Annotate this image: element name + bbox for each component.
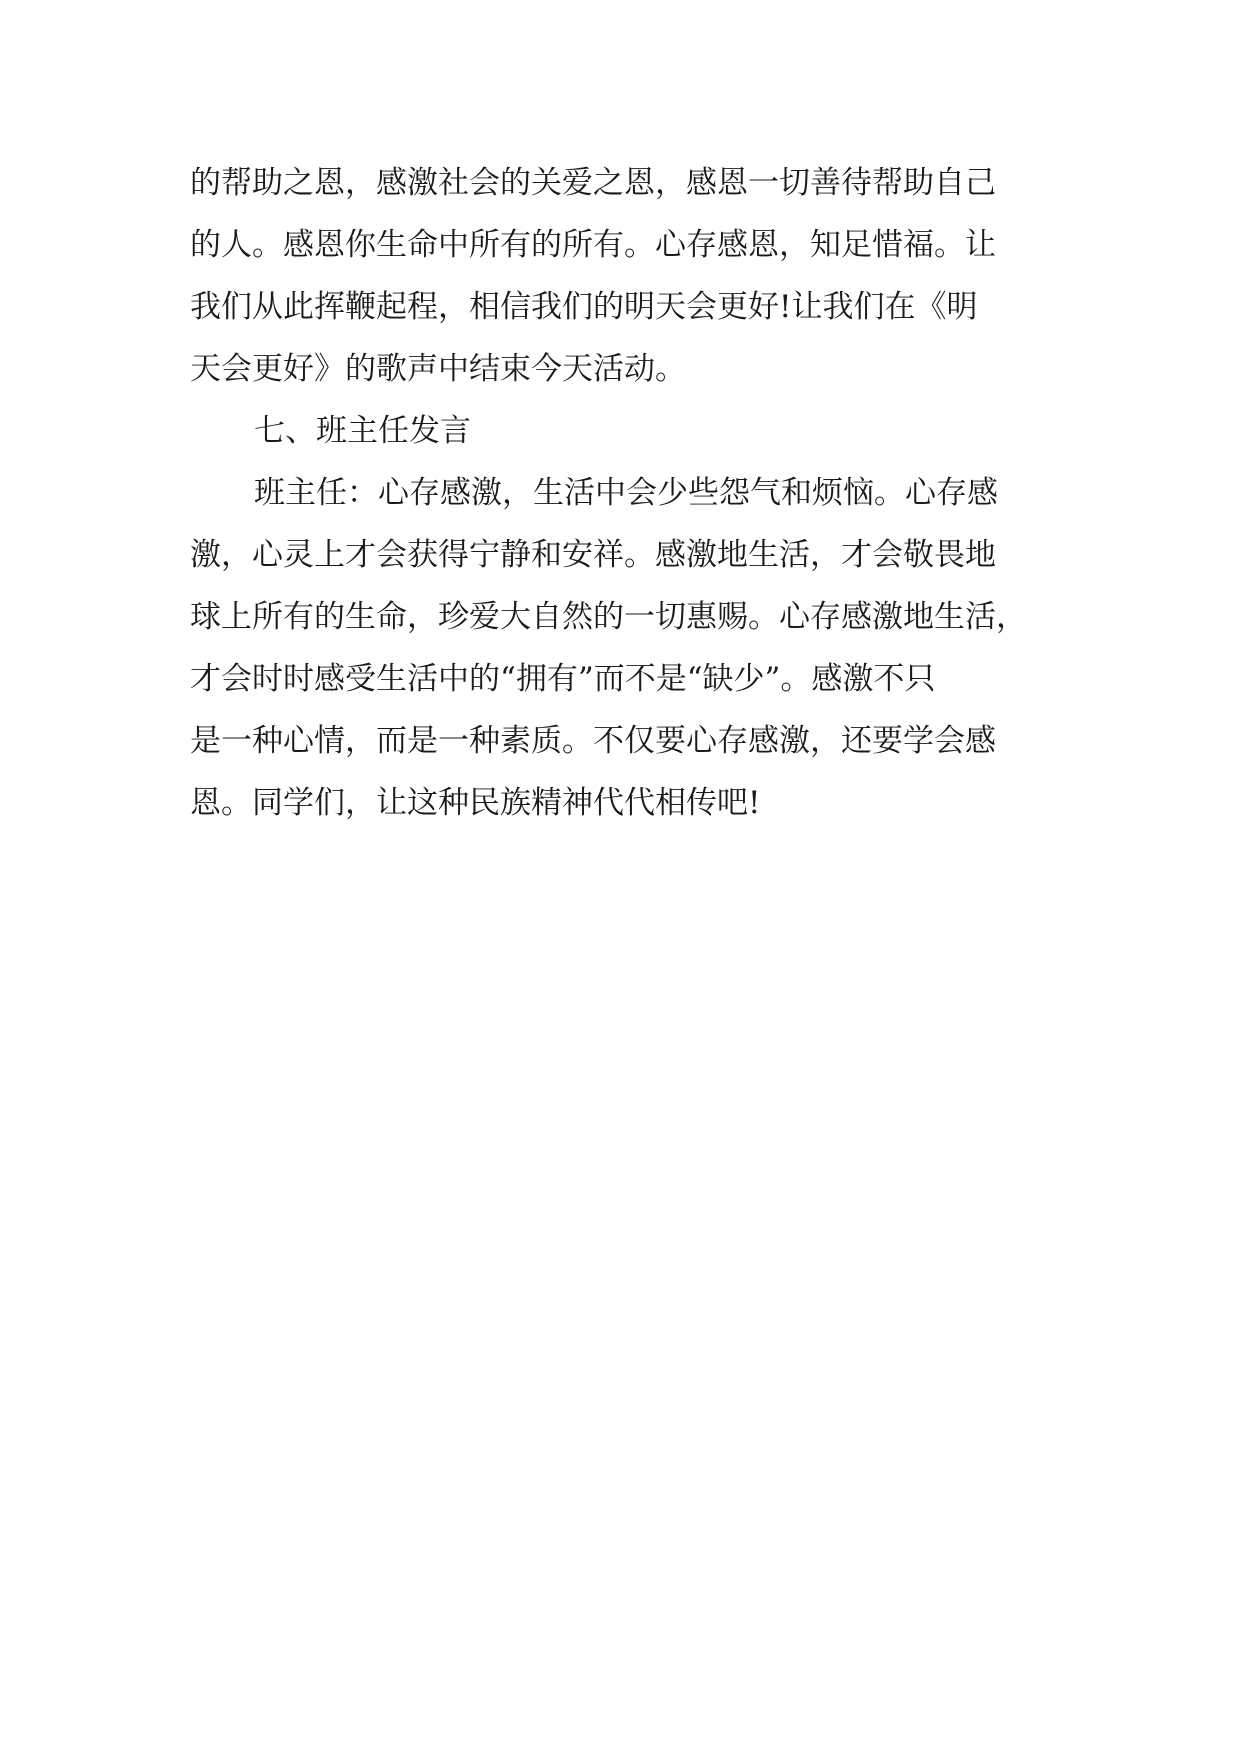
paragraph-line: 天会更好》的歌声中结束今天活动。: [190, 351, 686, 387]
paragraph-line: 我们从此挥鞭起程，相信我们的明天会更好!让我们在《明: [190, 289, 978, 325]
paragraph-line: 的人。感恩你生命中所有的所有。心存感恩，知足惜福。让: [190, 227, 996, 263]
speech-line: 球上所有的生命，珍爱大自然的一切惠赐。心存感激地生活，: [190, 599, 1027, 635]
paragraph-line: 的帮助之恩，感激社会的关爱之恩，感恩一切善待帮助自己: [190, 165, 996, 201]
speech-line: 激，心灵上才会获得宁静和安祥。感激地生活，才会敬畏地: [190, 537, 996, 573]
speech-line: 才会时时感受生活中的“拥有”而不是“缺少”。感激不只: [190, 661, 936, 697]
speech-line: 恩。同学们，让这种民族精神代代相传吧!: [190, 785, 761, 821]
speech-line: 是一种心情，而是一种素质。不仅要心存感激，还要学会感: [190, 723, 996, 759]
document-body: [190, 152, 1052, 834]
speech-line: 班主任：心存感激，生活中会少些怨气和烦恼。心存感: [254, 475, 998, 511]
section-heading: 七、班主任发言: [254, 413, 471, 449]
